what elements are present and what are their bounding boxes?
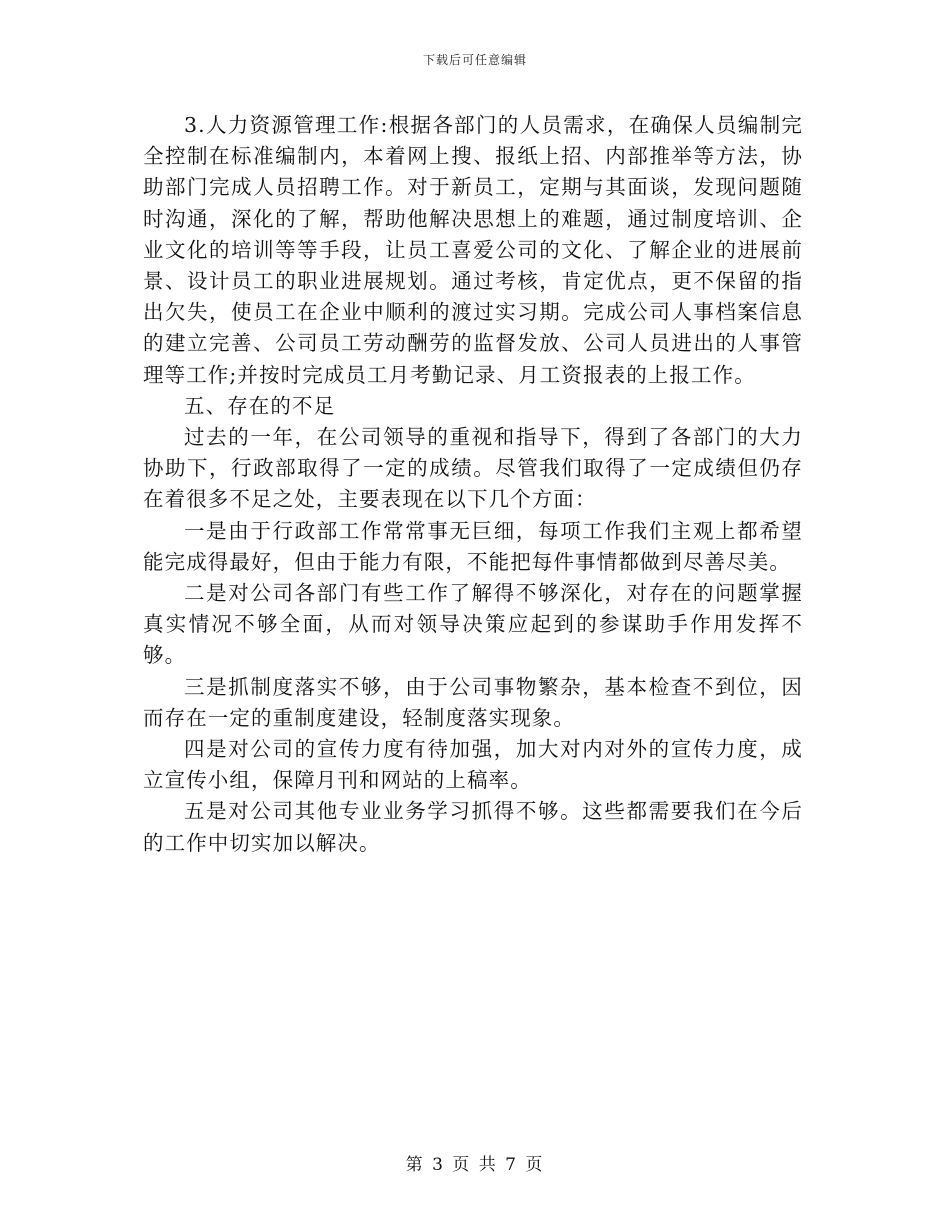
document-body bbox=[143, 110, 803, 859]
page-number: 第 3 页 共 7 页 bbox=[405, 1155, 545, 1175]
paragraph-point-3: 三是抓制度落实不够，由于公司事物繁杂，基本检查不到位，因而存在一定的重制度建设，轻制度落实现象。 bbox=[143, 674, 803, 730]
paragraph-hr-management: 3.人力资源管理工作:根据各部门的人员需求，在确保人员编制完全控制在标准编制内，本着网上搜、报纸上招、内部推举等方法，协助部门完成人员招聘工作。对于新员工，定期与其面谈，发现问题随时沟通，深化的了解，帮助他解决思想上的难题，通过制度培训、企业文化的培训等等手段，让员工喜爱公司的文化、了解企业的进展前景、设计员工的职业进展规划。通过考核，肯定优点，更不保留的指出欠失，使员工在企业中顺利的渡过实习期。完成公司人事档案信息的建立完善、公司员工劳动酬劳的监督发放、公司人员进出的人事管理等工作;并按时完成员工月考勤记录、月工资报表的上报工作。 bbox=[143, 113, 803, 387]
paragraph-point-5: 五是对公司其他专业业务学习抓得不够。这些都需要我们在今后的工作中切实加以解决。 bbox=[143, 799, 803, 855]
paragraph-point-1: 一是由于行政部工作常常事无巨细，每项工作我们主观上都希望能完成得最好，但由于能力有限，不能把每件事情都做到尽善尽美。 bbox=[143, 518, 803, 574]
section-heading-shortcomings: 五、存在的不足 bbox=[184, 393, 336, 418]
paragraph-point-2: 二是对公司各部门有些工作了解得不够深化，对存在的问题掌握真实情况不够全面，从而对领导决策应起到的参谋助手作用发挥不够。 bbox=[143, 581, 803, 668]
paragraph-intro: 过去的一年，在公司领导的重视和指导下，得到了各部门的大力协助下，行政部取得了一定的成绩。尽管我们取得了一定成绩但仍存在着很多不足之处，主要表现在以下几个方面： bbox=[143, 425, 803, 512]
paragraph-point-4: 四是对公司的宣传力度有待加强，加大对内对外的宣传力度，成立宣传小组，保障月刊和网站的上稿率。 bbox=[143, 737, 803, 793]
page-header: 下载后可任意编辑 bbox=[422, 53, 527, 67]
